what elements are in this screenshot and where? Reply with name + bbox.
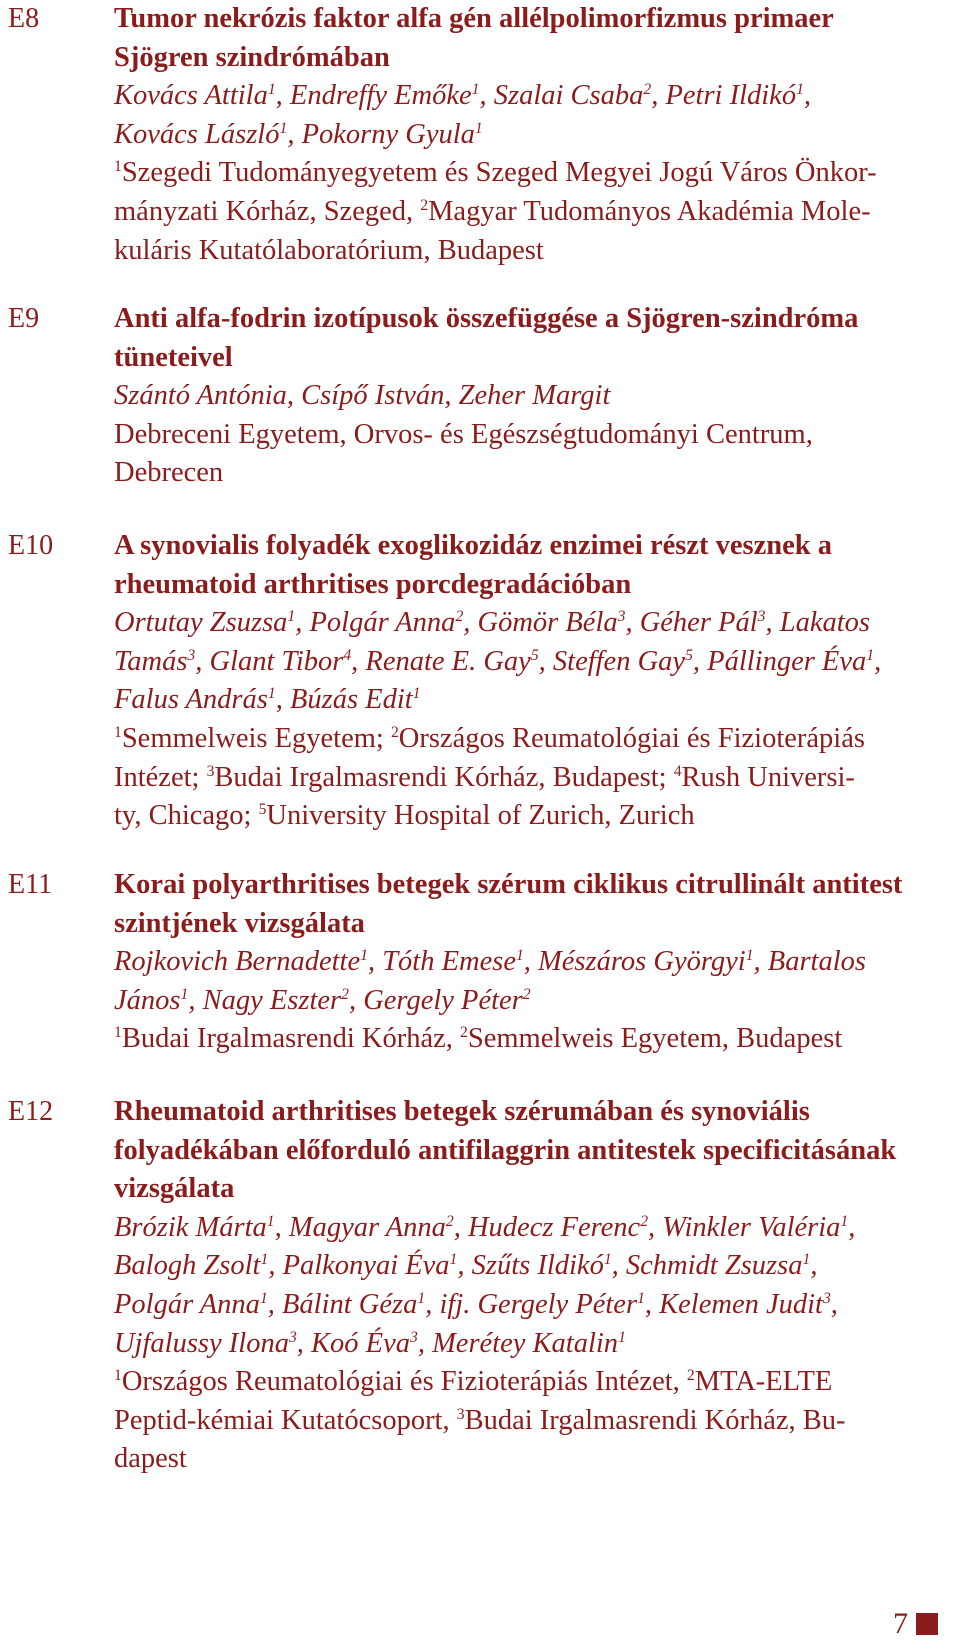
text-run: , Kelemen Judit (644, 1288, 823, 1320)
text-run: , Bálint Géza (267, 1288, 418, 1320)
footnote-marker: 2 (460, 1024, 468, 1042)
text-line: Rheumatoid arthritises betegek szérumában és synoviális (114, 1096, 810, 1127)
text-run: , ifj. Gergely Péter (425, 1288, 638, 1320)
text-line (114, 943, 934, 982)
abstract-title (114, 300, 934, 377)
text-run: , Búzás Edit (275, 684, 413, 716)
text-line: szintjének vizsgálata (114, 907, 365, 939)
abstract-title (114, 1093, 934, 1209)
text-run: , Merétey Katalin (417, 1327, 619, 1359)
text-line (114, 643, 934, 682)
footnote-marker: 2 (390, 723, 399, 741)
footnote-marker: 2 (455, 608, 464, 625)
text-line: Tumor nekrózis faktor alfa gén allélpolimorfizmus primaer (114, 3, 834, 34)
text-run: , (874, 645, 882, 677)
footnote-marker: 1 (449, 1251, 458, 1269)
text-line (114, 1020, 934, 1059)
text-run: Rush Universi- (681, 761, 855, 793)
text-run: , Palkonyai Éva (268, 1250, 450, 1282)
abstract-title (114, 866, 934, 943)
footnote-marker: 1 (417, 1289, 426, 1307)
text-line (114, 1286, 934, 1325)
text-run: Országos Reumatológiai és Fizioterápiás Intézet, (121, 1366, 687, 1398)
text-run: Budai Irgalmasrendi Kórház, Bu- (464, 1404, 846, 1436)
text-run: ty, Chicago; (114, 800, 259, 832)
footnote-marker: 1 (618, 1328, 626, 1346)
abstract-title (114, 0, 934, 77)
abstract-content (114, 866, 934, 1059)
page-footer (893, 1604, 938, 1644)
abstract-affiliations (114, 1363, 934, 1479)
text-line (114, 1209, 934, 1248)
text-run: , (803, 80, 812, 112)
abstract-content (114, 0, 934, 270)
text-run: , Petri Ildikó (651, 80, 797, 112)
text-line (114, 1325, 934, 1364)
footnote-marker: 2 (522, 985, 531, 1003)
text-run: , Pokorny Gyula (287, 118, 475, 150)
text-run: Kovács László (114, 118, 280, 150)
text-run: , Tóth Emese (367, 946, 516, 978)
text-line (114, 604, 934, 643)
abstract-authors (114, 77, 934, 154)
text-run: , Szűts Ildikó (457, 1250, 604, 1282)
footnote-marker: 1 (114, 1024, 122, 1042)
text-line: vizsgálata (114, 1173, 235, 1205)
footnote-marker: 1 (802, 1251, 811, 1269)
text-line (114, 797, 934, 836)
text-line (114, 681, 934, 720)
footnote-marker: 1 (114, 158, 122, 176)
text-run: , (830, 1288, 838, 1320)
text-run: Brózik Márta (114, 1211, 267, 1243)
text-run: , Renate E. Gay (351, 645, 531, 677)
text-line (114, 77, 934, 116)
abstract-code: E8 (8, 3, 40, 34)
text-run: Budai Irgalmasrendi Kórház, (121, 1023, 461, 1055)
footnote-marker: 1 (114, 1366, 122, 1384)
text-run: Szegedi Tudományegyetem és Szeged Megyei Jogú Város Önkor- (121, 157, 877, 189)
abstract-authors (114, 377, 934, 416)
abstract-affiliations (114, 154, 934, 270)
text-run: Országos Reumatológiai és Fizioterápiás (398, 722, 865, 754)
text-run: University Hospital of Zurich, Zurich (266, 800, 695, 832)
text-line (114, 154, 934, 193)
text-run: , Schmidt Zsuzsa (611, 1250, 803, 1282)
text-line (114, 454, 934, 493)
footnote-marker: 5 (530, 646, 539, 664)
text-line (114, 377, 934, 416)
footnote-marker: 3 (288, 1328, 297, 1346)
text-line (114, 1402, 934, 1441)
text-run: Rojkovich Bernadette (114, 946, 361, 978)
footnote-marker: 2 (420, 196, 429, 214)
footnote-marker: 1 (260, 1251, 269, 1269)
footnote-marker: 3 (757, 608, 766, 625)
text-run: Peptid-kémiai Kutatócsoport, (114, 1404, 457, 1436)
text-line: Korai polyarthritises betegek szérum ciklikus citrullinált antitest (114, 869, 903, 900)
abstract-affiliations (114, 416, 934, 493)
abstract-content (114, 300, 934, 493)
footnote-marker: 4 (343, 646, 352, 664)
footnote-marker: 3 (409, 1328, 418, 1346)
footnote-marker: 5 (258, 800, 267, 818)
abstract-authors (114, 604, 934, 720)
footnote-marker: 1 (287, 608, 296, 625)
footnote-marker: 1 (267, 685, 276, 703)
text-line: tüneteivel (114, 341, 233, 373)
footnote-marker: 1 (267, 81, 276, 98)
abstract-content (114, 1093, 934, 1479)
text-line: rheumatoid arthritises porcdegradációban (114, 568, 632, 600)
footnote-marker: 1 (603, 1251, 612, 1269)
text-run: Falus András (114, 684, 268, 716)
abstract-title (114, 527, 934, 604)
footnote-marker: 1 (266, 1212, 275, 1230)
footnote-marker: 1 (180, 985, 189, 1003)
text-run: mányzati Kórház, Szeged, (114, 195, 421, 227)
text-line (114, 982, 934, 1021)
text-run: kuláris Kutatólaboratórium, Budapest (114, 234, 544, 266)
text-run: Tamás (114, 645, 188, 677)
text-run: Semmelweis Egyetem, Budapest (467, 1023, 843, 1055)
text-run: , Koó Éva (296, 1327, 410, 1359)
footnote-marker: 3 (617, 608, 626, 625)
footnote-marker: 2 (341, 985, 349, 1003)
text-line: Sjögren szindrómában (114, 41, 390, 73)
text-run: , Steffen Gay (538, 645, 686, 677)
text-run: , Szalai Csaba (479, 80, 644, 112)
footnote-marker: 3 (822, 1289, 831, 1307)
text-line (114, 1247, 934, 1286)
text-line: folyadékában előforduló antifilaggrin antitestek specificitásának (114, 1134, 897, 1166)
footnote-marker: 4 (673, 762, 682, 780)
page-marker-square (916, 1613, 938, 1635)
footnote-marker: 1 (745, 947, 754, 964)
footnote-marker: 1 (412, 685, 421, 703)
text-run: , Hudecz Ferenc (453, 1211, 641, 1243)
text-run: , Lakatos (765, 607, 870, 639)
abstract-code: E10 (8, 530, 54, 561)
footnote-marker: 1 (471, 81, 480, 98)
text-run: , (848, 1211, 856, 1243)
text-run: Intézet; (114, 761, 207, 793)
footnote-marker: 3 (456, 1405, 465, 1423)
footnote-marker: 3 (206, 762, 215, 780)
text-line (114, 193, 934, 232)
text-line (114, 720, 934, 759)
text-line (114, 1363, 934, 1402)
text-run: , Polgár Anna (295, 607, 456, 639)
text-run: , Mészáros Györgyi (523, 946, 746, 978)
footnote-marker: 1 (114, 723, 122, 741)
text-line (114, 416, 934, 455)
text-line: A synovialis folyadék exoglikozidáz enzimei részt vesznek a (114, 530, 832, 561)
text-run: , Glant Tibor (195, 645, 344, 677)
footnote-marker: 2 (445, 1212, 454, 1230)
text-run: MTA-ELTE (694, 1366, 833, 1398)
abstract-code: E12 (8, 1096, 54, 1127)
footnote-marker: 1 (796, 81, 804, 98)
text-run: Budai Irgalmasrendi Kórház, Budapest; (214, 761, 674, 793)
text-run: , Endreffy Emőke (275, 80, 472, 112)
text-run: Ortutay Zsuzsa (114, 607, 288, 639)
text-run: Semmelweis Egyetem; (121, 722, 391, 754)
footnote-marker: 1 (840, 1212, 849, 1230)
text-run: Debrecen (114, 457, 224, 489)
page-number: 7 (893, 1607, 908, 1640)
text-run: , Magyar Anna (274, 1211, 446, 1243)
text-run: , Bartalos (753, 946, 866, 978)
text-run: , Gömör Béla (463, 607, 618, 639)
text-line: Anti alfa-fodrin izotípusok összefüggése a Sjögren-szindróma (114, 303, 859, 334)
text-run: dapest (114, 1443, 187, 1475)
footnote-marker: 1 (866, 646, 875, 664)
abstract-content (114, 527, 934, 836)
abstract-affiliations (114, 720, 934, 836)
footnote-marker: 3 (187, 646, 196, 664)
footnote-marker: 1 (515, 947, 524, 964)
footnote-marker: 2 (643, 81, 652, 98)
abstract-affiliations (114, 1020, 934, 1059)
text-run: , Nagy Eszter (188, 984, 342, 1016)
footnote-marker: 1 (637, 1289, 645, 1307)
abstract-authors (114, 1209, 934, 1363)
text-line (114, 232, 934, 271)
text-run: , Géher Pál (625, 607, 758, 639)
text-line (114, 116, 934, 155)
footnote-marker: 1 (474, 119, 483, 137)
footnote-marker: 2 (686, 1366, 695, 1384)
text-run: , (810, 1250, 818, 1282)
abstract-code: E9 (8, 303, 40, 334)
footnote-marker: 1 (360, 947, 368, 964)
text-run: Ujfalussy Ilona (114, 1327, 289, 1359)
abstract-authors (114, 943, 934, 1020)
footnote-marker: 2 (640, 1212, 649, 1230)
text-run: , Pállinger Éva (692, 645, 867, 677)
text-run: Szántó Antónia, Csípő István, Zeher Margit (114, 380, 611, 412)
text-line (114, 759, 934, 798)
footnote-marker: 1 (279, 119, 288, 137)
text-run: Kovács Attila (114, 80, 268, 112)
text-run: Polgár Anna (114, 1288, 260, 1320)
text-run: Debreceni Egyetem, Orvos- és Egészségtudományi Centrum, (114, 418, 813, 450)
footnote-marker: 1 (259, 1289, 268, 1307)
footnote-marker: 5 (685, 646, 693, 664)
text-run: Magyar Tudományos Akadémia Mole- (428, 195, 871, 227)
text-run: Balogh Zsolt (114, 1250, 261, 1282)
text-run: , Winkler Valéria (648, 1211, 841, 1243)
text-line (114, 1440, 934, 1479)
text-run: , Gergely Péter (348, 984, 523, 1016)
abstract-code: E11 (8, 869, 53, 900)
text-run: János (114, 984, 181, 1016)
